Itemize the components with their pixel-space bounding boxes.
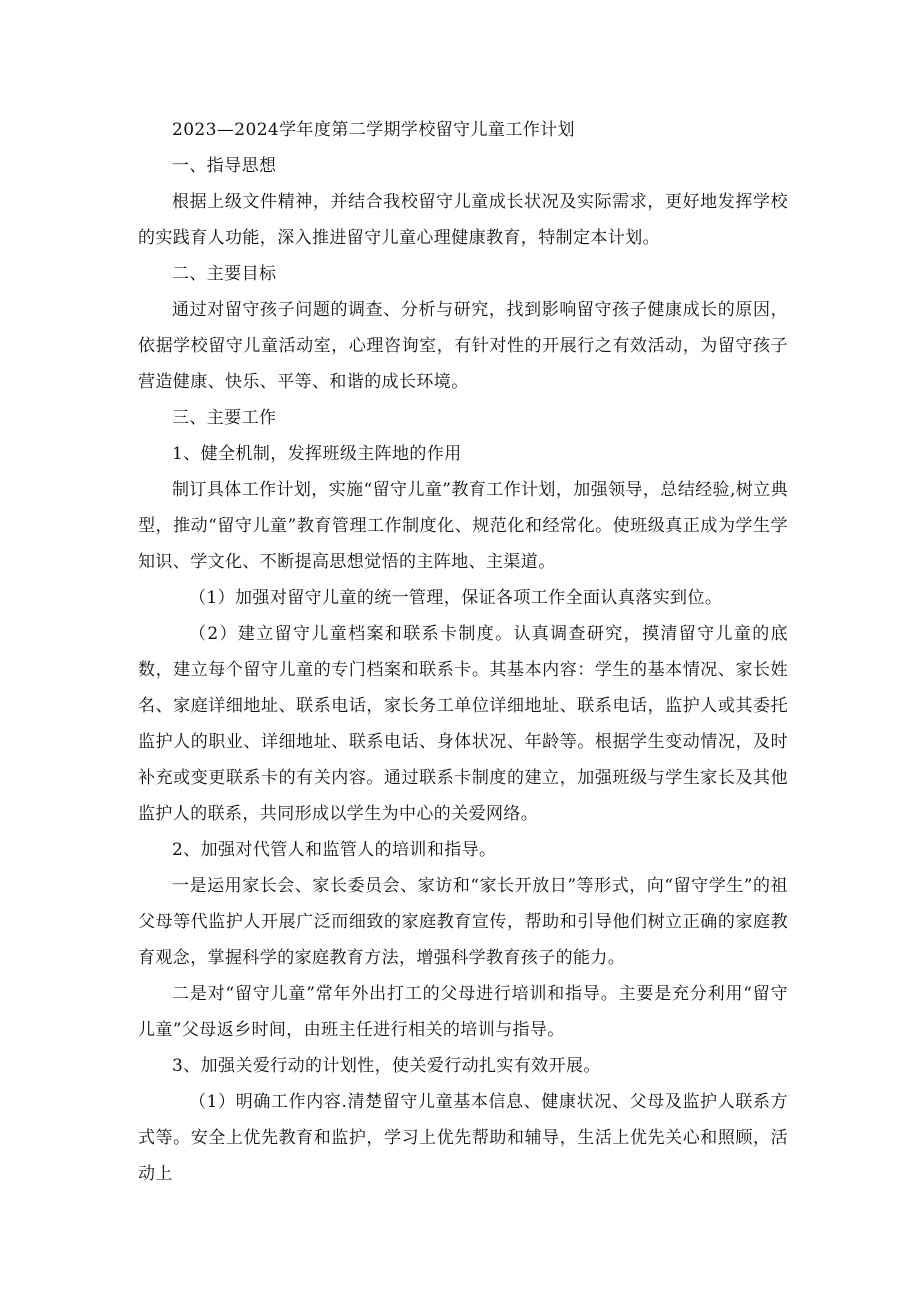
- subheading-mechanism: 1、健全机制，发挥班级主阵地的作用: [172, 444, 462, 464]
- subheading-care-action: 3、加强关爱行动的计划性，使关爱行动扎实有效开展。: [172, 1056, 601, 1076]
- item-archive-contact-card: （2）建立留守儿童档案和联系卡制度。认真调查研究，摸清留守儿童的底数，建立每个留守儿童的专门档案和联系卡。其基本内容：学生的基本情况、家长姓名、家庭详细地址、联系电话，家长务工单位详细地址、联系电话，监护人或其委托监护人的职业、详细地址、联系电话、身体状况、年龄等。根据学生变动情况，及时补充或变更联系卡的有关内容。通过联系卡制度的建立，加强班级与学生家长及其他监护人的联系，共同形成以学生为中心的关爱网络。: [138, 624, 788, 824]
- item-work-content: （1）明确工作内容.清楚留守儿童基本信息、健康状况、父母及监护人联系方式等。安全上优先教育和监护，学习上优先帮助和辅导，生活上优先关心和照顾，活动上: [138, 1092, 788, 1184]
- subheading-guardian-training: 2、加强对代管人和监管人的培训和指导。: [172, 840, 497, 860]
- section-heading-main-goals: 二、主要目标: [172, 264, 277, 284]
- paragraph-guardian-training-2: 二是对“留守儿童”常年外出打工的父母进行培训和指导。主要是充分利用“留守儿童”父母返乡时间，由班主任进行相关的培训与指导。: [138, 984, 788, 1040]
- item-unified-management: （1）加强对留守儿童的统一管理，保证各项工作全面认真落实到位。: [189, 588, 723, 608]
- paragraph-guiding-ideology: 根据上级文件精神，并结合我校留守儿童成长状况及实际需求，更好地发挥学校的实践育人功能，深入推进留守儿童心理健康教育，特制定本计划。: [138, 192, 788, 248]
- section-heading-guiding-ideology: 一、指导思想: [172, 156, 277, 176]
- paragraph-guardian-training-1: 一是运用家长会、家长委员会、家访和“家长开放日”等形式，向“留守学生”的祖父母等代监护人开展广泛而细致的家庭教育宣传，帮助和引导他们树立正确的家庭教育观念，掌握科学的家庭教育方法，增强科学教育孩子的能力。: [138, 876, 788, 968]
- paragraph-mechanism: 制订具体工作计划，实施“留守儿童”教育工作计划，加强领导，总结经验,树立典型，推动“留守儿童”教育管理工作制度化、规范化和经常化。使班级真正成为学生学知识、学文化、不断提高思想觉悟的主阵地、主渠道。: [138, 480, 788, 572]
- paragraph-main-goals: 通过对留守孩子问题的调查、分析与研究，找到影响留守孩子健康成长的原因，依据学校留守儿童活动室，心理咨询室，有针对性的开展行之有效活动，为留守孩子营造健康、快乐、平等、和谐的成长环境。: [138, 300, 788, 392]
- document-title: 2023—2024学年度第二学期学校留守儿童工作计划: [172, 120, 575, 140]
- document-body: [138, 112, 788, 1192]
- section-heading-main-work: 三、主要工作: [172, 408, 277, 428]
